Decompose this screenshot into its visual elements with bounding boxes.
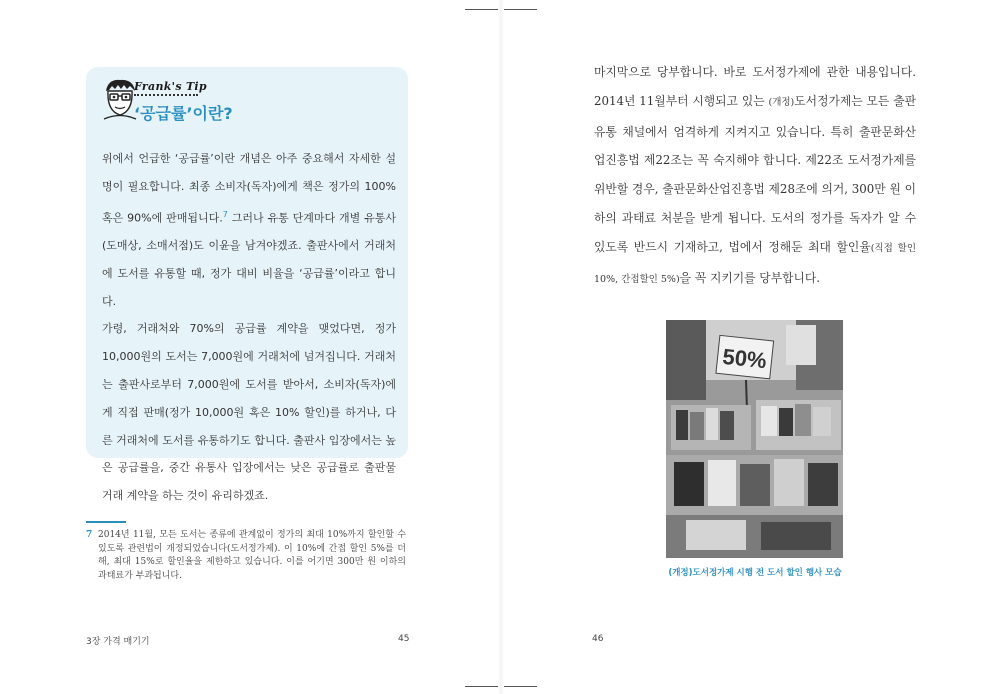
footnote-text: 2014년 11월, 모든 도서는 종류에 관계없이 정가의 최대 10%까지 할인할 수 있도록 관련법이 개정되었습니다(도서정가제). 이 10%에 간접 할인 5%를 더해, 최대 15%로 할인율을 제한하고 있습니다. 이를 어기면 300만 원 이하의 과태료가 부과됩니다. — [98, 530, 406, 581]
page-number-left: 45 — [398, 634, 410, 644]
tip-paragraph-2: 가령, 거래처와 70%의 공급률 계약을 맺었다면, 정가 10,000원의 도서는 7,000원에 거래처에 넘겨집니다. 거래처는 출판사로부터 7,000원에 도서를 받아서, 소비자(독자)에게 직접 판매(정가 10,000원 혹은 10% 할인)를 하거나, 다른 거래처에 도서를 유통하기도 합니다. 출판사 입장에서는 높은 공급률을, 중간 유통사 입장에서는 낮은 공급률로 출판물 거래 계약을 하는 것이 유리하겠죠. — [102, 322, 396, 503]
right-text-small-1: (개정) — [768, 96, 795, 108]
right-text-b: 도서정가제는 모든 출판 유통 채널에서 엄격하게 지켜지고 있습니다. 특히 출판문화산업진흥법 제22조는 꼭 숙지해야 합니다. 제22조 도서정가제를 위반할 경우, 출판문화산업진흥법 제28조에 의거, 300만 원 이하의 과태료 처분을 받게 됩니다. 도서의 정가를 독자가 알 수 있도록 반드시 기재하고, 법에서 정해둔 최대 할인율 — [594, 93, 916, 254]
page-number-right: 46 — [592, 634, 604, 644]
tip-kicker-underline — [134, 94, 198, 96]
tip-title: ‘공급률’이란? — [134, 104, 233, 123]
photo-caption: (개정)도서정가제 시행 전 도서 할인 행사 모습 — [668, 568, 842, 578]
tip-box — [86, 67, 408, 503]
page-gutter — [498, 0, 504, 694]
tip-paragraph-1-part-b: 그러나 유통 단계마다 개별 유통사(도매상, 소매서점)도 이윤을 남겨야겠죠. 출판사에서 거래처에 도서를 유통할 때, 정가 대비 비율을 ‘공급률’이라고 합니다. — [102, 211, 396, 308]
tip-paragraph-1-part-a: 위에서 언급한 ‘공급률’이란 개념은 아주 중요해서 자세한 설명이 필요합니다. 최종 소비자(독자)에게 책은 정가의 100% 혹은 90%에 판매됩니다. — [102, 152, 396, 225]
sale-sign-text: 50% — [721, 343, 768, 374]
right-text-c: 을 꼭 지키기를 당부합니다. — [679, 270, 821, 285]
right-text-small-2: (직접 할인 10%, 간접할인 5%) — [594, 242, 917, 285]
tip-paragraph-1 — [102, 145, 396, 315]
right-page-body — [594, 58, 916, 294]
footnote — [86, 529, 406, 583]
photo-illustration — [666, 320, 843, 558]
footnote-rule — [86, 521, 126, 523]
tip-body — [102, 145, 396, 510]
right-text-a: 마지막으로 당부합니다. 바로 도서정가제에 관한 내용입니다. 2014년 11월부터 시행되고 있는 — [594, 65, 916, 108]
footnote-ref: 7 — [222, 209, 228, 219]
footnote-number: 7 — [86, 530, 93, 540]
bookstore-sale-photo — [666, 320, 843, 558]
running-footer-chapter: 3장 가격 매기기 — [86, 637, 150, 647]
right-paragraph — [594, 58, 916, 294]
tip-kicker: Frank's Tip — [134, 80, 207, 93]
